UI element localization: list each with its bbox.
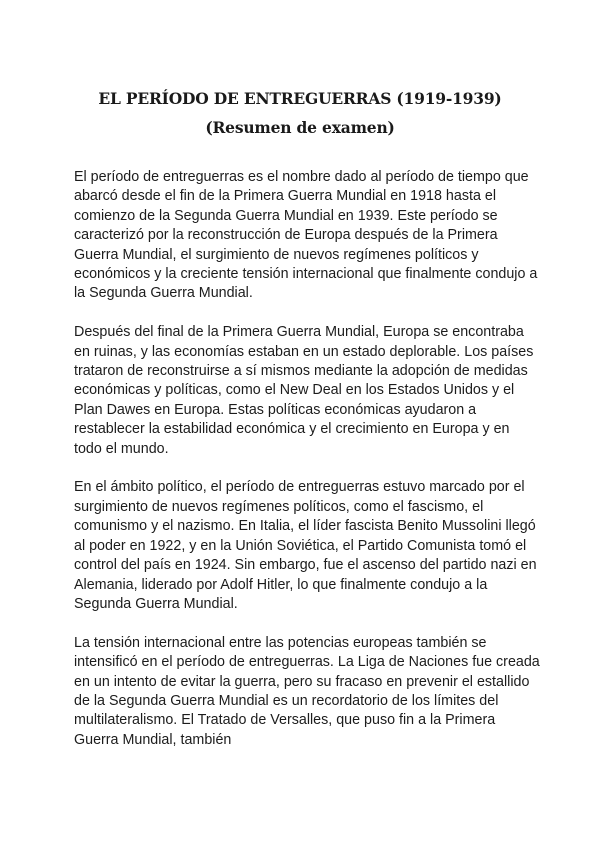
document-subtitle: (Resumen de examen): [205, 118, 395, 137]
paragraph-4: La tensión internacional entre las potencias europeas también se intensificó en el período de entreguerras. La Liga de Naciones fue creada en un intento de evitar la guerra, pero su fracaso en prevenir el estallido de la Segunda Guerra Mundial es un recordatorio de los límites del multilateralismo. El Tratado de Versalles, que puso fin a la Primera Guerra Mundial, también: [74, 634, 540, 748]
paragraph-2: Después del final de la Primera Guerra Mundial, Europa se encontraba en ruinas, y las economías estaban en un estado deplorable. Los países trataron de reconstruirse a sí mismos mediante la adopción de medidas económicas y políticas, como el New Deal en los Estados Unidos y el Plan Dawes en Europa. Estas políticas económicas ayudaron a restablecer la estabilidad económica y el crecimiento en Europa y en todo el mundo.: [74, 324, 534, 457]
paragraph-3: En el ámbito político, el período de entreguerras estuvo marcado por el surgimiento de nuevos regímenes políticos, como el fascismo, el comunismo y el nazismo. En Italia, el líder fascista Benito Mussolini llegó al poder en 1922, y en la Unión Soviética, el Partido Comunista tomó el control del país en 1924. Sin embargo, fue el ascenso del partido nazi en Alemania, liderado por Adolf Hitler, lo que finalmente condujo a la Segunda Guerra Mundial.: [74, 479, 537, 612]
document-body: [74, 168, 540, 770]
document-title: EL PERÍODO DE ENTREGUERRAS (1919-1939): [98, 89, 502, 108]
paragraph-1: El período de entreguerras es el nombre dado al período de tiempo que abarcó desde el fin de la Primera Guerra Mundial en 1918 hasta el comienzo de la Segunda Guerra Mundial en 1939. Este período se caracterizó por la reconstrucción de Europa después de la Primera Guerra Mundial, el surgimiento de nuevos regímenes políticos y económicos y la creciente tensión internacional que finalmente condujo a la Segunda Guerra Mundial.: [74, 169, 538, 302]
